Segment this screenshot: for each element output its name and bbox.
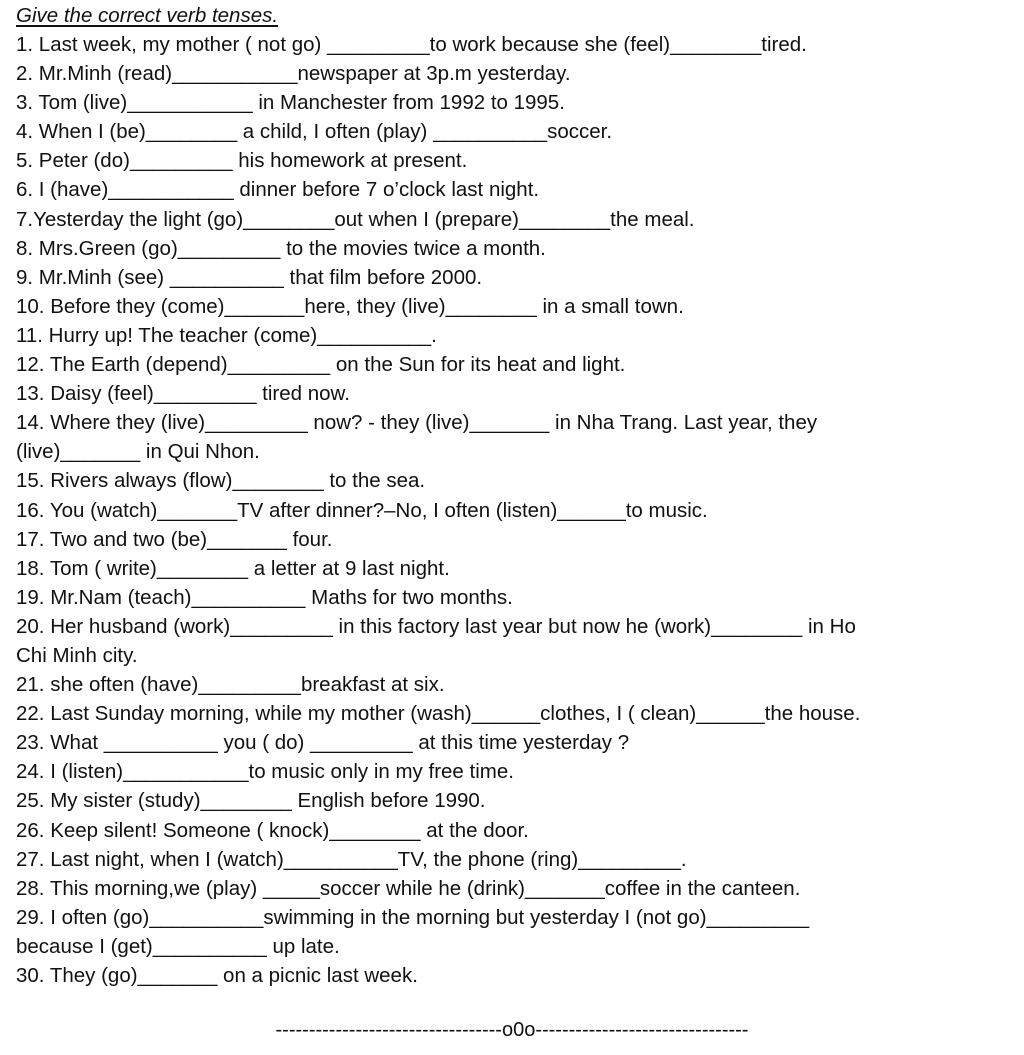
exercise-list xyxy=(16,30,1016,990)
exercise-line: 21. she often (have)_________breakfast at six. xyxy=(16,673,445,697)
exercise-line: 7.Yesterday the light (go)________out when I (prepare)________the meal. xyxy=(16,207,695,231)
exercise-line: 12. The Earth (depend)_________ on the Sun for its heat and light. xyxy=(16,353,626,377)
exercise-line: Chi Minh city. xyxy=(16,643,138,667)
exercise-line: 1. Last week, my mother ( not go) _________to work because she (feel)________tired. xyxy=(16,33,807,56)
exercise-line: 5. Peter (do)_________ his homework at present. xyxy=(16,149,468,173)
exercise-line: (live)_______ in Qui Nhon. xyxy=(16,440,260,464)
exercise-line: 30. They (go)_______ on a picnic last week. xyxy=(16,964,418,987)
footer-separator: ----------------------------------o0o-------------------------------- xyxy=(275,1019,749,1041)
exercise-line: 3. Tom (live)___________ in Manchester from 1992 to 1995. xyxy=(16,91,565,115)
exercise-line: 20. Her husband (work)_________ in this factory last year but now he (work)________ in Ho xyxy=(16,614,856,638)
exercise-line: 2. Mr.Minh (read)___________newspaper at 3p.m yesterday. xyxy=(16,62,571,86)
exercise-line: 29. I often (go)__________swimming in the morning but yesterday I (not go)_________ xyxy=(16,905,810,929)
exercise-line: 18. Tom ( write)________ a letter at 9 last night. xyxy=(16,556,450,580)
exercise-line: 9. Mr.Minh (see) __________ that film before 2000. xyxy=(16,265,483,289)
exercise-line: 28. This morning,we (play) _____soccer while he (drink)_______coffee in the canteen. xyxy=(16,876,801,900)
exercise-line: 13. Daisy (feel)_________ tired now. xyxy=(16,382,350,406)
worksheet xyxy=(16,0,1016,990)
exercise-line: 15. Rivers always (flow)________ to the sea. xyxy=(16,469,426,493)
exercise-line: 6. I (have)___________ dinner before 7 o’clock last night. xyxy=(16,178,540,202)
exercise-line: because I (get)__________ up late. xyxy=(16,934,340,958)
exercise-line: 22. Last Sunday morning, while my mother (wash)______clothes, I ( clean)______the house. xyxy=(16,702,861,726)
exercise-line: 16. You (watch)_______TV after dinner?–No, I often (listen)______to music. xyxy=(16,498,708,522)
exercise-line: 4. When I (be)________ a child, I often (play) __________soccer. xyxy=(16,120,613,144)
exercise-line: 19. Mr.Nam (teach)__________ Maths for two months. xyxy=(16,585,513,609)
exercise-line: 17. Two and two (be)_______ four. xyxy=(16,527,333,551)
exercise-line: 24. I (listen)___________to music only in my free time. xyxy=(16,760,514,784)
exercise-line: 27. Last night, when I (watch)__________TV, the phone (ring)_________. xyxy=(16,847,687,871)
exercise-line: 8. Mrs.Green (go)_________ to the movies twice a month. xyxy=(16,236,546,260)
exercise-line: 10. Before they (come)_______here, they (live)________ in a small town. xyxy=(16,294,684,318)
exercise-line: 11. Hurry up! The teacher (come)__________. xyxy=(16,323,437,347)
worksheet-title: Give the correct verb tenses. xyxy=(16,4,279,27)
exercise-line: 26. Keep silent! Someone ( knock)________ at the door. xyxy=(16,818,529,842)
exercise-line: 23. What __________ you ( do) _________ at this time yesterday ? xyxy=(16,731,630,755)
exercise-line: 25. My sister (study)________ English before 1990. xyxy=(16,789,486,813)
exercise-line: 14. Where they (live)_________ now? - they (live)_______ in Nha Trang. Last year, they xyxy=(16,411,818,435)
